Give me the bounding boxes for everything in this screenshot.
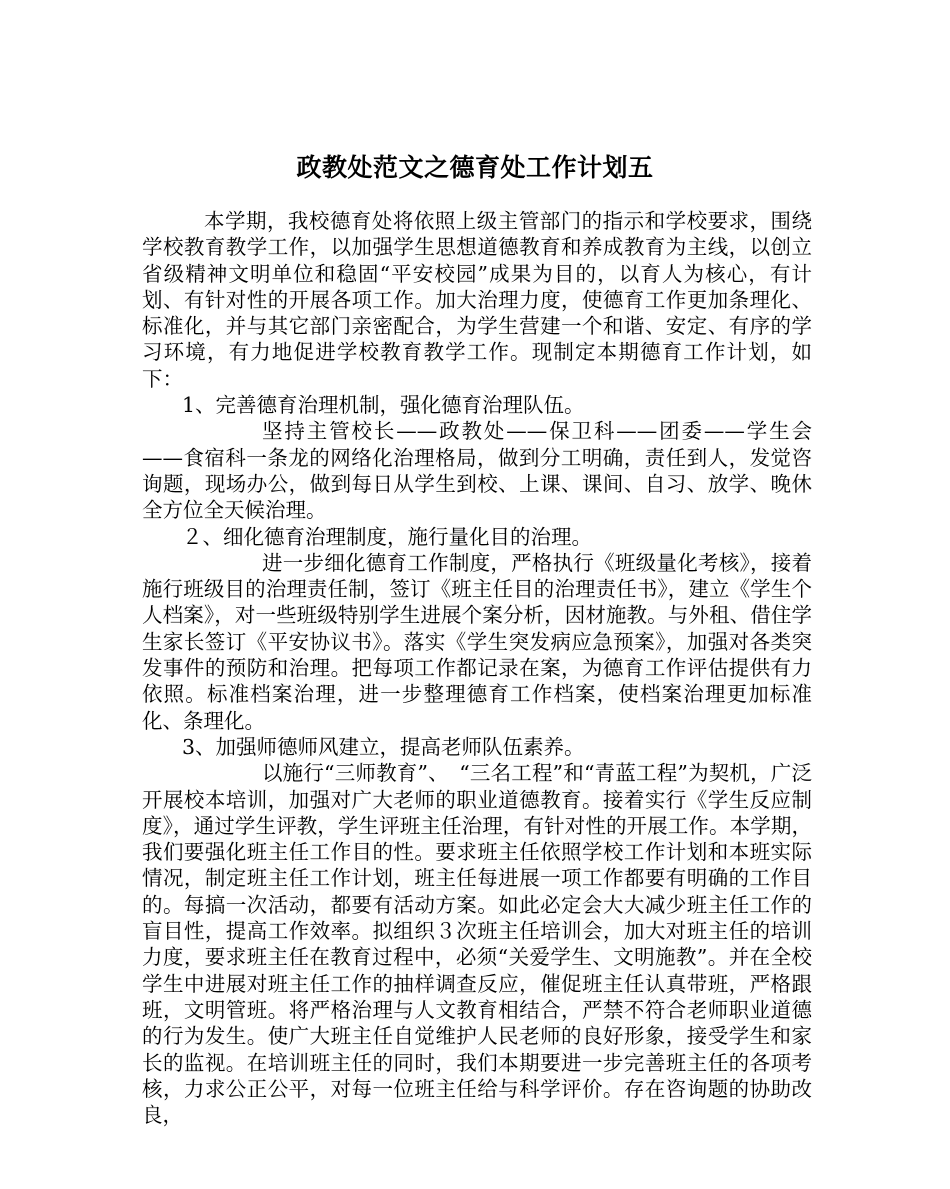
- section-heading-3: 3、加强师德师风建立，提高老师队伍素养。: [182, 734, 585, 759]
- document-body: [142, 208, 812, 1128]
- section-paragraph-2: 进一步细化德育工作制度，严格执行《班级量化考核》，接着施行班级目的治理责任制，签订《班主任目的治理责任书》，建立《学生个人档案》，对一些班级特别学生进展个案分析，因材施教。与外租、借住学生家长签订《平安协议书》。落实《学生突发病应急预案》，加强对各类突发事件的预防和治理。把每项工作都记录在案，为德育工作评估提供有力依照。标准档案治理，进一步整理德育工作档案，使档案治理更加标准化、条理化。: [142, 550, 812, 733]
- document-title: 政教处范文之德育处工作计划五: [296, 152, 654, 182]
- section-paragraph-3: 以施行“三师教育”、 “三名工程”和“青蓝工程”为契机，广泛开展校本培训，加强对广大老师的职业道德教育。接着实行《学生反应制度》，通过学生评教，学生评班主任治理，有针对性的开展工作。本学期，我们要强化班主任工作目的性。要求班主任依照学校工作计划和本班实际情况，制定班主任工作计划，班主任每进展一项工作都要有明确的工作目的。每搞一次活动，都要有活动方案。如此必定会大大减少班主任工作的盲目性，提高工作效率。拟组织３次班主任培训会，加大对班主任的培训力度，要求班主任在教育过程中，必须“关爱学生、文明施教”。并在全校学生中进展对班主任工作的抽样调查反应，催促班主任认真带班，严格跟班，文明管班。将严格治理与人文教育相结合，严禁不符合老师职业道德的行为发生。使广大班主任自觉维护人民老师的良好形象，接受学生和家长的监视。在培训班主任的同时，我们本期要进一步完善班主任的各项考核，力求公正公平，对每一位班主任给与科学评价。存在咨询题的协助改良，: [142, 761, 812, 1128]
- section-heading-2: ２、细化德育治理制度，施行量化目的治理。: [182, 524, 592, 549]
- intro-paragraph: 本学期，我校德育处将依照上级主管部门的指示和学校要求，围绕学校教育教学工作，以加强学生思想道德教育和养成教育为主线，以创立省级精神文明单位和稳固“平安校园”成果为目的，以育人为核心，有计划、有针对性的开展各项工作。加大治理力度，使德育工作更加条理化、标准化，并与其它部门亲密配合，为学生营建一个和谐、安定、有序的学习环境，有力地促进学校教育教学工作。现制定本期德育工作计划，如下：: [142, 209, 812, 391]
- section-paragraph-1: 坚持主管校长——政教处——保卫科——团委——学生会——食宿科一条龙的网络化治理格局，做到分工明确，责任到人，发觉咨询题，现场办公，做到每日从学生到校、上课、课间、自习、放学、晚休全方位全天候治理。: [142, 419, 812, 523]
- section-heading-1: 1、完善德育治理机制，强化德育治理队伍。: [182, 393, 585, 418]
